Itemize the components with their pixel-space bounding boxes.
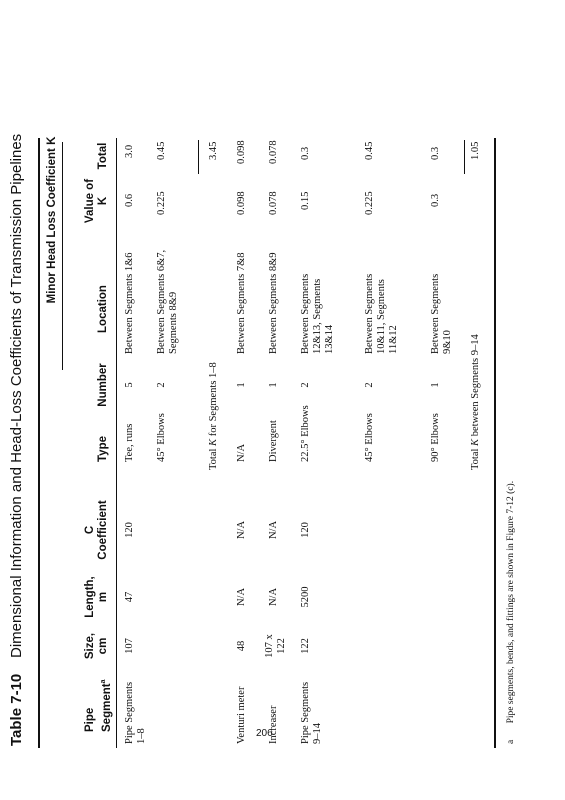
row7-total: 0.3 <box>430 146 441 160</box>
row5-length: 5200 <box>300 586 311 608</box>
row4-number: 1 <box>268 382 279 388</box>
row1-location: Between Segments 1&6 <box>124 252 135 354</box>
header-size: Size, cm <box>84 632 109 660</box>
row7-number: 1 <box>430 382 441 388</box>
row6-total: 0.45 <box>364 141 375 160</box>
row2-number: 2 <box>156 382 167 388</box>
row6-number: 2 <box>364 382 375 388</box>
row1-number: 5 <box>124 382 135 388</box>
row3-value: 0.098 <box>236 191 247 215</box>
footnote-text: Pipe segments, bends, and fittings are shown in Figure 7-12 (c). <box>506 480 516 724</box>
row7-type: 90° Elbows <box>430 413 441 462</box>
footnote <box>506 481 516 744</box>
row4-segment: Increaser <box>268 705 279 744</box>
row4-value: 0.078 <box>268 191 279 215</box>
footnote-mark: a <box>506 739 516 744</box>
row1-segment: Pipe Segments 1–8 <box>124 681 147 744</box>
row1-size: 107 <box>124 638 135 654</box>
row3-location: Between Segments 7&8 <box>236 252 247 354</box>
table-title-text: Dimensional Information and Head-Loss Coefficients of Transmission Pipelines <box>8 133 25 658</box>
row5-total: 0.3 <box>300 146 311 160</box>
row3-type: N/A <box>236 443 247 462</box>
row2-type: 45° Elbows <box>156 413 167 462</box>
top-rule <box>38 138 40 748</box>
row4-size: 107 x 122 <box>264 634 287 658</box>
row5-location: Between Segments 12&13, Segments 13&14 <box>300 273 335 354</box>
row1-length: 47 <box>124 591 135 603</box>
row4-total: 0.078 <box>268 140 279 164</box>
group-rule <box>62 142 63 370</box>
header-pipe-segment: Pipe Segment$^a$ <box>84 679 113 732</box>
row6-type: 45° Elbows <box>364 413 375 462</box>
header-type: Type <box>97 436 109 462</box>
table-label: Table 7-10 <box>8 673 25 746</box>
row3-total: 0.098 <box>236 140 247 164</box>
table-title <box>8 134 26 746</box>
row3-segment: Venturi meter <box>236 686 247 744</box>
row1-type: Tee, runs <box>124 423 135 462</box>
row5-type: 22.5° Elbows <box>300 405 311 462</box>
row5-size: 122 <box>300 638 311 654</box>
row3-size: 48 <box>236 640 247 652</box>
row3-length: N/A <box>236 587 247 607</box>
header-location: Location <box>97 285 109 333</box>
row4-c: N/A <box>268 520 279 540</box>
row6-location: Between Segments 10&11, Segments 11&12 <box>364 273 399 354</box>
subtotal2-value: 1.05 <box>470 141 481 160</box>
row2-location: Between Segments 6&7, Segments 8&9 <box>156 249 179 354</box>
subtotal2-rule <box>464 140 465 174</box>
header-total: Total <box>97 142 109 170</box>
row1-c: 120 <box>124 522 135 538</box>
row1-value: 0.6 <box>124 193 135 207</box>
row3-number: 1 <box>236 382 247 388</box>
header-c-coefficient: C Coefficient <box>84 500 109 560</box>
row5-segment: Pipe Segments 9–14 <box>300 681 323 744</box>
row5-value: 0.15 <box>300 191 311 210</box>
row7-location: Between Segments 9&10 <box>430 273 453 354</box>
row1-total: 3.0 <box>124 144 135 158</box>
row2-value: 0.225 <box>156 191 167 215</box>
subtotal2-label: Total K between Segments 9–14 <box>470 334 481 470</box>
header-number: Number <box>97 363 109 407</box>
row3-c: N/A <box>236 520 247 540</box>
row4-type: Divergent <box>268 420 279 462</box>
subtotal1-rule <box>198 140 199 174</box>
header-minor-head-loss: Minor Head Loss Coefficient K <box>46 136 58 304</box>
header-length: Length, m <box>84 576 109 618</box>
header-value-k: Value of K <box>84 178 109 224</box>
row5-number: 2 <box>300 382 311 388</box>
row4-location: Between Segments 8&9 <box>268 252 279 354</box>
header-rule <box>116 138 117 748</box>
page-number: 206 <box>256 728 273 739</box>
subtotal1-label: Total K for Segments 1–8 <box>208 362 219 470</box>
row4-length: N/A <box>268 587 279 607</box>
bottom-rule <box>494 138 496 748</box>
row6-value: 0.225 <box>364 191 375 215</box>
row5-c: 120 <box>300 522 311 538</box>
row2-total: 0.45 <box>156 141 167 160</box>
row7-value: 0.3 <box>430 193 441 207</box>
subtotal1-value: 3.45 <box>208 141 219 160</box>
